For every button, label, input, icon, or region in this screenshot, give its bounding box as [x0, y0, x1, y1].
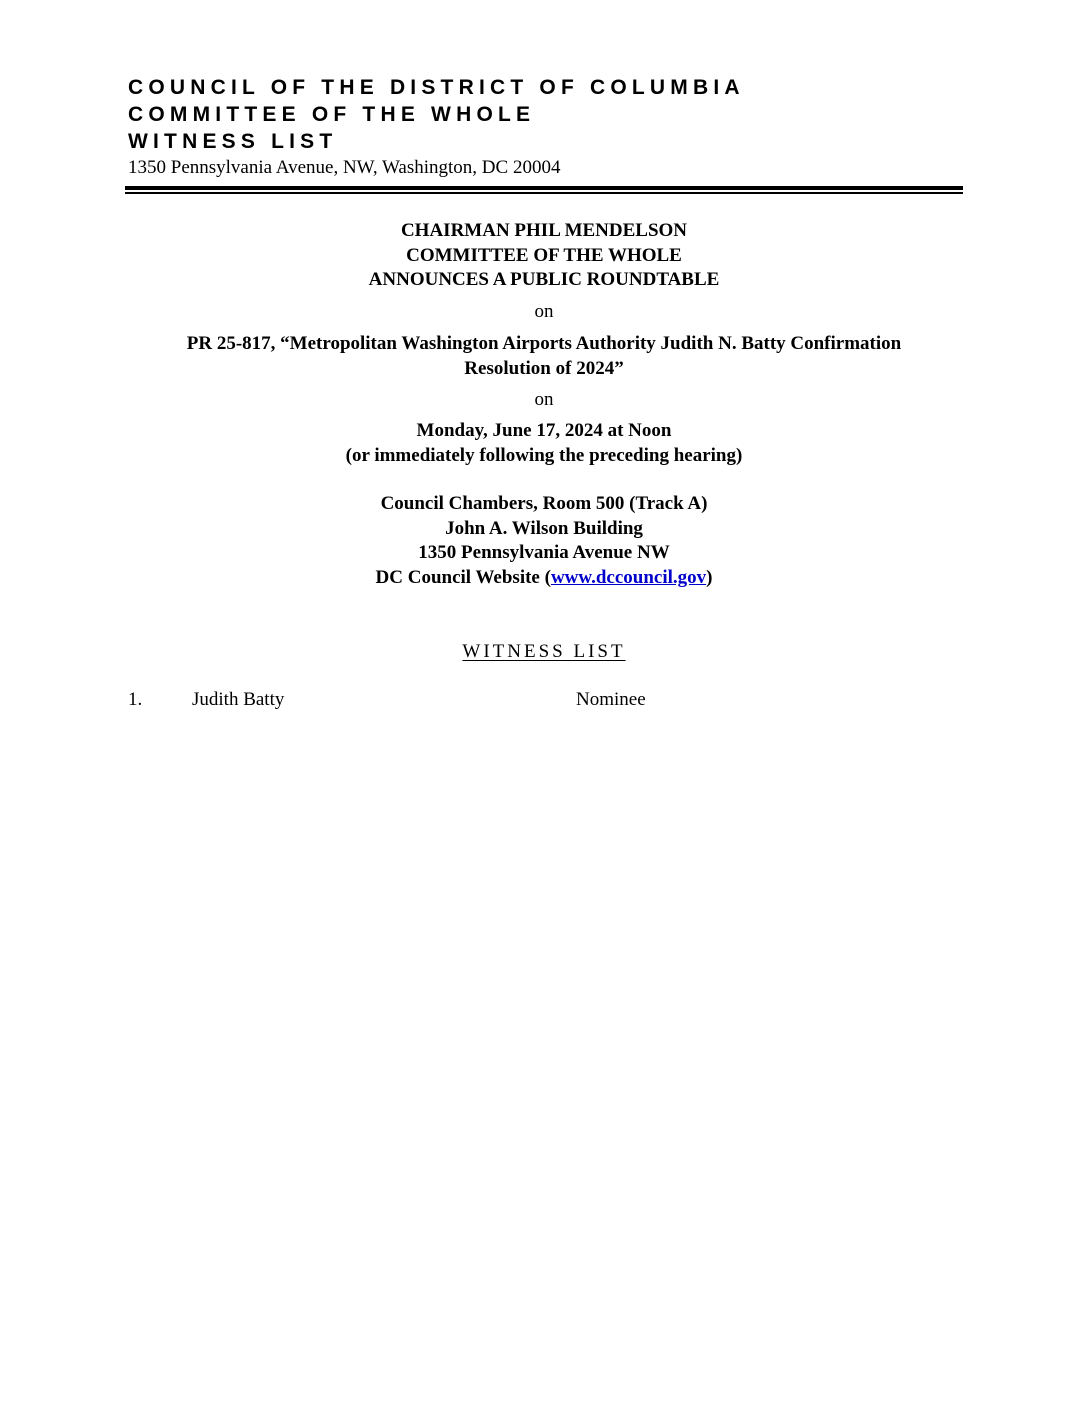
building-line: John A. Wilson Building: [445, 517, 643, 539]
connector-on-2: [125, 388, 963, 413]
website-link[interactable]: www.dccouncil.gov: [550, 566, 707, 588]
resolution-line-2: Resolution of 2024”: [464, 357, 624, 379]
website-suffix: ): [706, 566, 713, 588]
witness-role: Nominee: [576, 689, 646, 710]
date-line: Monday, June 17, 2024 at Noon: [416, 420, 672, 441]
letterhead-address: 1350 Pennsylvania Avenue, NW, Washington, DC 20004: [128, 157, 561, 178]
date-block: [125, 419, 963, 468]
committee-line: COMMITTEE OF THE WHOLE: [406, 244, 682, 266]
website-line: [125, 566, 963, 591]
letterhead: [128, 74, 964, 181]
witness-list-heading-text: WITNESS LIST: [462, 641, 626, 662]
connector-on-text: on: [534, 389, 554, 410]
witness-list-heading: [125, 640, 963, 664]
witness-number: 1.: [128, 689, 143, 710]
location-block: [125, 492, 963, 590]
council-name: COUNCIL OF THE DISTRICT OF COLUMBIA: [128, 76, 745, 99]
room-line: Council Chambers, Room 500 (Track A): [380, 493, 708, 514]
witness-name: Judith Batty: [192, 689, 285, 710]
website-prefix: DC Council Website (: [375, 566, 551, 588]
connector-on-text: on: [534, 301, 554, 322]
header-divider-thick: [125, 186, 963, 190]
resolution-line-1: PR 25-817, “Metropolitan Washington Airports Authority Judith N. Batty Confirmation: [186, 333, 902, 354]
connector-on-1: [125, 300, 963, 325]
announcement-block: [125, 219, 963, 293]
header-divider-thin: [125, 192, 963, 194]
date-note: (or immediately following the preceding hearing): [345, 444, 743, 466]
resolution-title: [125, 332, 963, 381]
street-line: 1350 Pennsylvania Avenue NW: [418, 542, 670, 563]
chairman-line: CHAIRMAN PHIL MENDELSON: [400, 220, 688, 241]
roundtable-line: ANNOUNCES A PUBLIC ROUNDTABLE: [368, 269, 720, 290]
committee-name: COMMITTEE OF THE WHOLE: [128, 103, 536, 126]
document-type: WITNESS LIST: [128, 130, 338, 153]
